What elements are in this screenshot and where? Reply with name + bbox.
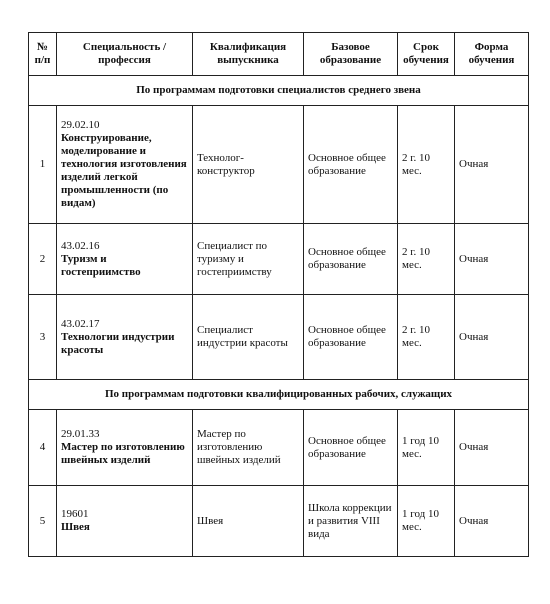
table-row (29, 295, 529, 380)
row-specialty (57, 295, 193, 380)
specialty-name: Технологии индустрии красоты (61, 330, 175, 356)
specialty-code: 29.02.10 (61, 119, 100, 131)
row-base-education: Основное общее образование (304, 224, 398, 295)
specialty-code: 19601 (61, 508, 89, 520)
row-duration: 2 г. 10 мес. (398, 106, 455, 224)
row-form: Очная (455, 106, 529, 224)
header-base-education: Базовое образование (304, 33, 398, 76)
row-duration: 1 год 10 мес. (398, 410, 455, 486)
table-row (29, 224, 529, 295)
row-base-education: Основное общее образование (304, 295, 398, 380)
header-qualification: Квалификация выпускника (193, 33, 304, 76)
section-title: По программам подготовки квалифицированных рабочих, служащих (29, 380, 529, 410)
table-row (29, 486, 529, 557)
row-specialty (57, 410, 193, 486)
row-duration: 1 год 10 мес. (398, 486, 455, 557)
header-specialty: Специальность /профессия (57, 33, 193, 76)
section-title: По программам подготовки специалистов среднего звена (29, 76, 529, 106)
header-form: Форма обучения (455, 33, 529, 76)
row-num: 3 (29, 295, 57, 380)
row-form: Очная (455, 486, 529, 557)
specialty-name: Швея (61, 521, 90, 533)
specialty-code: 43.02.17 (61, 317, 100, 330)
row-qualification: Швея (193, 486, 304, 557)
row-qualification: Специалист индустрии красоты (193, 295, 304, 380)
row-specialty (57, 106, 193, 224)
row-duration: 2 г. 10 мес. (398, 295, 455, 380)
row-qualification: Мастер по изготовлению швейных изделий (193, 410, 304, 486)
header-duration: Срок обучения (398, 33, 455, 76)
row-form: Очная (455, 224, 529, 295)
section-row (29, 76, 529, 106)
row-num: 1 (29, 106, 57, 224)
row-base-education: Школа коррекции и развития VIII вида (304, 486, 398, 557)
row-num: 4 (29, 410, 57, 486)
row-form: Очная (455, 410, 529, 486)
row-form: Очная (455, 295, 529, 380)
table-header-row (29, 33, 529, 76)
table-row (29, 106, 529, 224)
table-row (29, 410, 529, 486)
header-num: № п/п (29, 33, 57, 76)
row-specialty (57, 486, 193, 557)
specialty-code: 43.02.16 (61, 239, 100, 252)
row-num: 5 (29, 486, 57, 557)
specialties-table (28, 32, 529, 557)
section-row (29, 380, 529, 410)
row-base-education: Основное общее образование (304, 410, 398, 486)
row-num: 2 (29, 224, 57, 295)
row-qualification: Технолог-конструктор (193, 106, 304, 224)
specialty-name: Мастер по изготовлению швейных изделий (61, 441, 185, 466)
specialty-name: Туризм и гостеприимство (61, 252, 141, 278)
row-qualification: Специалист по туризму и гостеприимству (193, 224, 304, 295)
specialty-code: 29.01.33 (61, 428, 100, 440)
specialty-name: Конструирование, моделирование и технология изготовления изделий легкой промышленности (по видам) (61, 132, 187, 209)
row-duration: 2 г. 10 мес. (398, 224, 455, 295)
row-specialty (57, 224, 193, 295)
document-page (28, 32, 529, 557)
row-base-education: Основное общее образование (304, 106, 398, 224)
